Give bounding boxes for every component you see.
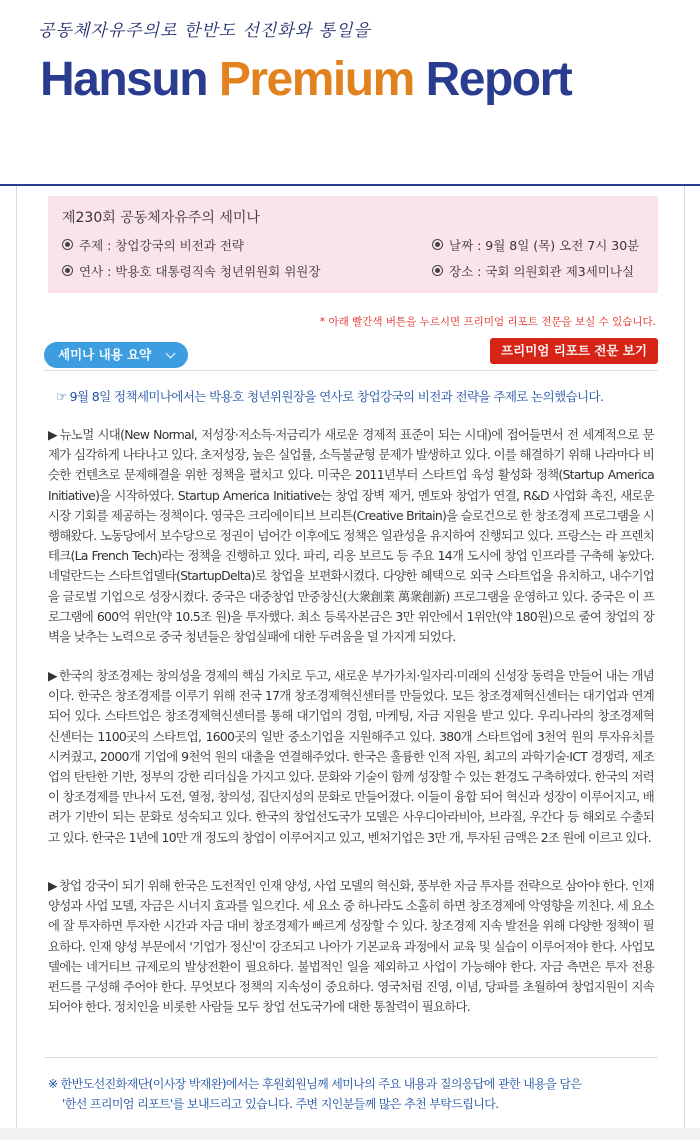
header-slogan: 공동체자유주의로 한반도 선진화와 통일을 (38, 21, 371, 41)
seminar-date-text: 날짜 : 9월 8일 (목) 오전 7시 30분 (449, 238, 640, 253)
triangle-bullet-icon: ▶ (48, 427, 58, 442)
summary-paragraph-1 (48, 425, 654, 647)
seminar-topic-text: 주제 : 창업강국의 비전과 전략 (79, 238, 245, 253)
lead-text-content: 9월 8일 정책세미나에서는 박용호 청년위원장을 연사로 창업강국의 비전과 전략을 주제로 논의했습니다. (69, 389, 604, 404)
seminar-speaker (62, 262, 320, 280)
bottom-bar (0, 1128, 700, 1140)
seminar-speaker-text: 연사 : 박용호 대통령직속 청년위원회 위원장 (79, 264, 321, 279)
summary-paragraph-2-text: 한국의 창조경제는 창의성을 경제의 핵심 가치로 두고, 새로운 부가가치·일자리·미래의 신성장 동력을 만들어 내는 개념이다. 한국은 창조경제를 이루기 위해 전국 17개 창조경제혁신센터를 만들었다. 모든 창조경제혁신센터는 대기업과 연계되어 있다. 스타트업은 창조경제혁신센터를 통해 대기업의 경험, 마케팅, 자금 지원을 받고 있다. 우리나라의 창조경제혁신센터는 1100곳의 스타트업, 1600곳의 일반 중소기업을 지원해주고 있다. 380개 스타트업에 3천억 원의 투자유치를 시켜줬고, 2000개 기업에 9천억 원의 대출을 연결해주었다. 한국은 훌륭한 인적 자원, 최고의 과학기술·ICT 경쟁력, 제조업의 탄탄한 기반, 정부의 강한 리더십을 가지고 있다. 문화와 기술이 함께 성장할 수 있는 환경도 구축하였다. 한국의 저력이 창조경제를 만나서 도전, 열정, 창의성, 집단지성의 문화로 만들어졌다. 이들이 융합 되어 혁신과 성장이 이루어지고, 배려가 기반이 되는 문화로 성숙되고 있다. 한국의 창업선도국가 모델은 사우디아라비아, 브라질, 우간다 등 해외로 수출되고 있다. 한국은 1년에 10만 개 정도의 창업이 이루어지고 있고, 벤처기업은 3만 개, 투자된 금액은 2조 원에 이르고 있다. (48, 668, 654, 845)
notice-text: * 아래 빨간색 버튼을 누르시면 프리미엄 리포트 전문을 보실 수 있습니다. (319, 316, 656, 328)
brand-logo (40, 52, 571, 107)
pointing-hand-icon: ☞ (56, 389, 67, 404)
brand-word-hansun: Hansun (40, 53, 208, 106)
seminar-topic (62, 236, 244, 254)
circle-bullet-icon (62, 239, 73, 250)
footer-line-2: '한선 프리미엄 리포트'를 보내드리고 있습니다. 주변 지인분들께 많은 추천 부탁드립니다. (62, 1097, 499, 1111)
summary-tab[interactable] (44, 342, 188, 368)
triangle-bullet-icon: ▶ (48, 668, 58, 683)
circle-bullet-icon (432, 265, 443, 276)
seminar-title: 제230회 공동체자유주의 세미나 (62, 210, 260, 226)
lead-text (56, 387, 603, 405)
summary-paragraph-1-text: 뉴노멀 시대(New Normal, 저성장·저소득·저금리가 새로운 경제적 표준이 되는 시대)에 접어들면서 전 세계적으로 문제가 심각하게 나타나고 있다. 초저성장, 높은 실업률, 소득불균형 문제가 발생하고 있다. 이를 해결하기 위해 나라마다 비슷한 컨텐츠로 문제해결을 위한 정책을 펼치고 있다. 미국은 2011년부터 스타트업 육성 활성화 정책(Startup America Initiative)을 시작하였다. Startup America Initiative는 창업 장벽 제거, 멘토와 창업가 연결, R&D 사업화 촉진, 새로운 시장 기회를 제공하는 정책이다. 영국은 크리에이티브 브리튼(Creative Britain)을 슬로건으로 한 창조경제 프로그램을 시행해왔다. 노동당에서 보수당으로 정권이 넘어간 이후에도 정책은 일관성을 유지하여 진행되고 있다. 프랑스는 라 프렌치 테크(La French Tech)라는 정책을 진행하고 있다. 파리, 리옹 보르도 등 주요 14개 도시에 창업 인프라를 구축해 놓았다. 네덜란드는 스타트업델타(StartupDelta)로 창업을 보편화시켰다. 다양한 혜택으로 외국 스타트업을 유치하고, 내수기업을 글로벌 기업으로 성장시켰다. 중국은 대중창업 만중창신(大衆創業 萬衆創新) 프로그램을 운영하고 있다. 중국은 이 프로그램에 600억 위안(약 10.5조 원)을 투자했다. 최소 등록자본금은 3만 위안에서 1위안(약 180원)으로 줄여 창업의 장벽을 낮추는 노력으로 중국 청년들은 창업실패에 대한 두려움을 덜 가지게 되었다. (48, 427, 654, 645)
section-divider (44, 370, 658, 371)
seminar-place-text: 장소 : 국회 의원회관 제3세미나실 (449, 264, 635, 279)
summary-paragraph-3 (48, 876, 654, 1017)
seminar-place (432, 262, 634, 280)
circle-bullet-icon (62, 265, 73, 276)
footer-divider (44, 1057, 658, 1058)
summary-paragraph-3-text: 창업 강국이 되기 위해 한국은 도전적인 인재 양성, 사업 모델의 혁신화, 풍부한 자금 투자를 전략으로 삼아야 한다. 인재 양성과 사업 모델, 자금은 시너지 효과를 일으킨다. 세 요소 중 하나라도 소홀히 하면 창조경제에 악영향을 끼친다. 세 요소에 잘 투자하면 투자한 시간과 자금 대비 창조경제가 빠르게 성장할 수 있다. 창조경제 지속 발전을 위해 다양한 정책이 필요하다. 인재 양성 부문에서 '기업가 정신'이 강조되고 나아가 기본교육 과정에서 교육 및 실습이 이루어져야 한다. 사업모델에는 네거티브 규제로의 발상전환이 필요하다. 불법적인 일을 제외하고 사업이 가능해야 한다. 자금 측면은 투자 전용 펀드를 구성해 주어야 한다. 무엇보다 정책의 지속성이 중요하다. 영국처럼 진영, 이념, 당파를 초월하여 창업지원이 지속되어야 한다. 정치인을 비롯한 사람들 모두 창업 선도국가에 대한 통찰력이 필요하다. (48, 878, 654, 1015)
summary-tab-label: 세미나 내용 요약 (58, 347, 152, 362)
seminar-info-box (48, 196, 658, 293)
seminar-date (432, 236, 639, 254)
chevron-down-icon (166, 349, 176, 359)
triangle-bullet-icon: ▶ (48, 878, 57, 893)
full-report-button[interactable]: 프리미엄 리포트 전문 보기 (490, 338, 658, 364)
brand-word-report: Report (425, 53, 572, 106)
report-header (0, 0, 700, 186)
summary-paragraph-2 (48, 666, 654, 848)
brand-word-premium: Premium (218, 53, 414, 106)
circle-bullet-icon (432, 239, 443, 250)
footer-line-1: ※ 한반도선진화재단(이사장 박재완)에서는 후원회원님께 세미나의 주요 내용과 질의응답에 관한 내용을 담은 (48, 1077, 582, 1091)
